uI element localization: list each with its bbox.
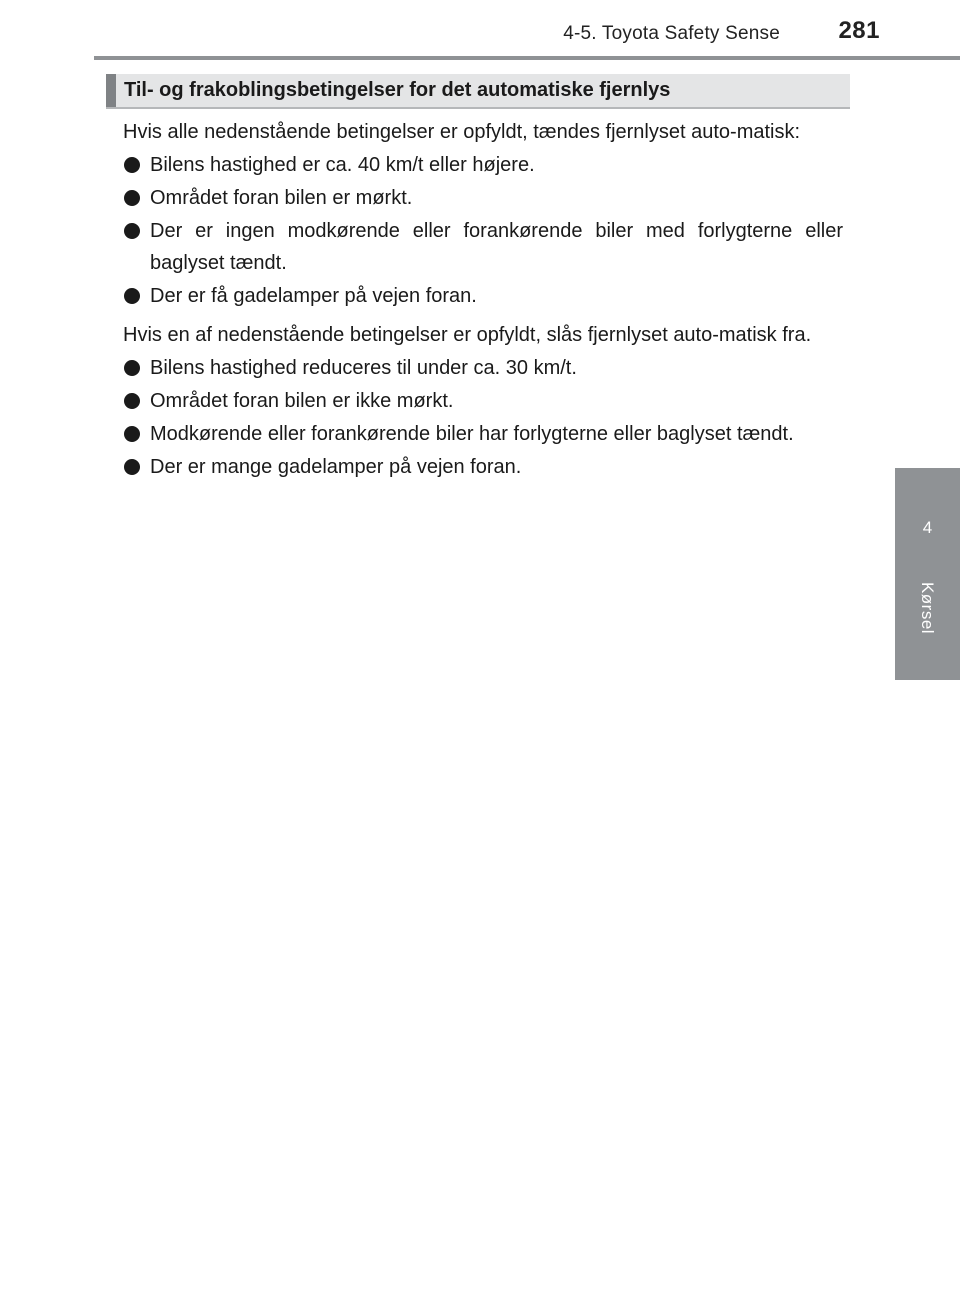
list-item-text: Der er få gadelamper på vejen foran. [150,285,477,307]
list-item-text: Der er ingen modkørende eller forankørende biler med forlygterne eller baglyset tændt. [150,220,843,274]
bullet-icon [124,288,140,304]
section-heading-bar [106,74,850,109]
list-item [123,352,843,384]
section-title: Til- og frakoblingsbetingelser for det automatiske fjernlys [124,79,671,101]
off-conditions-intro: Hvis en af nedenstående betingelser er opfyldt, slås fjernlyset auto-matisk fra. [123,324,812,346]
page-number: 281 [838,17,880,44]
on-conditions-intro: Hvis alle nedenstående betingelser er opfyldt, tændes fjernlyset auto-matisk: [123,121,801,143]
on-conditions-list [123,149,843,312]
list-item [123,182,843,214]
header-divider [94,56,960,60]
bullet-icon [124,393,140,409]
list-item [123,280,843,312]
header-section-title: 4-5. Toyota Safety Sense [563,23,780,44]
list-item-text: Modkørende eller forankørende biler har forlygterne eller baglyset tændt. [150,423,794,445]
bullet-icon [124,223,140,239]
list-item [123,418,843,450]
bullet-icon [124,360,140,376]
chapter-number: 4 [922,518,933,537]
bullet-icon [124,190,140,206]
chapter-label: Kørsel [918,581,937,635]
list-item [123,385,843,417]
list-item-text: Bilens hastighed er ca. 40 km/t eller højere. [150,154,535,176]
list-item [123,215,843,279]
list-item-text: Der er mange gadelamper på vejen foran. [150,456,522,478]
bullet-icon [124,426,140,442]
list-item [123,451,843,483]
list-item-text: Bilens hastighed reduceres til under ca. 30 km/t. [150,357,577,379]
list-item [123,149,843,181]
page-content [123,116,843,484]
off-conditions-list [123,352,843,483]
list-item-text: Området foran bilen er ikke mørkt. [150,390,454,412]
bullet-icon [124,459,140,475]
page-header [0,0,960,60]
list-item-text: Området foran bilen er mørkt. [150,187,413,209]
chapter-tab [895,468,960,680]
section-heading-accent [106,74,116,107]
bullet-icon [124,157,140,173]
